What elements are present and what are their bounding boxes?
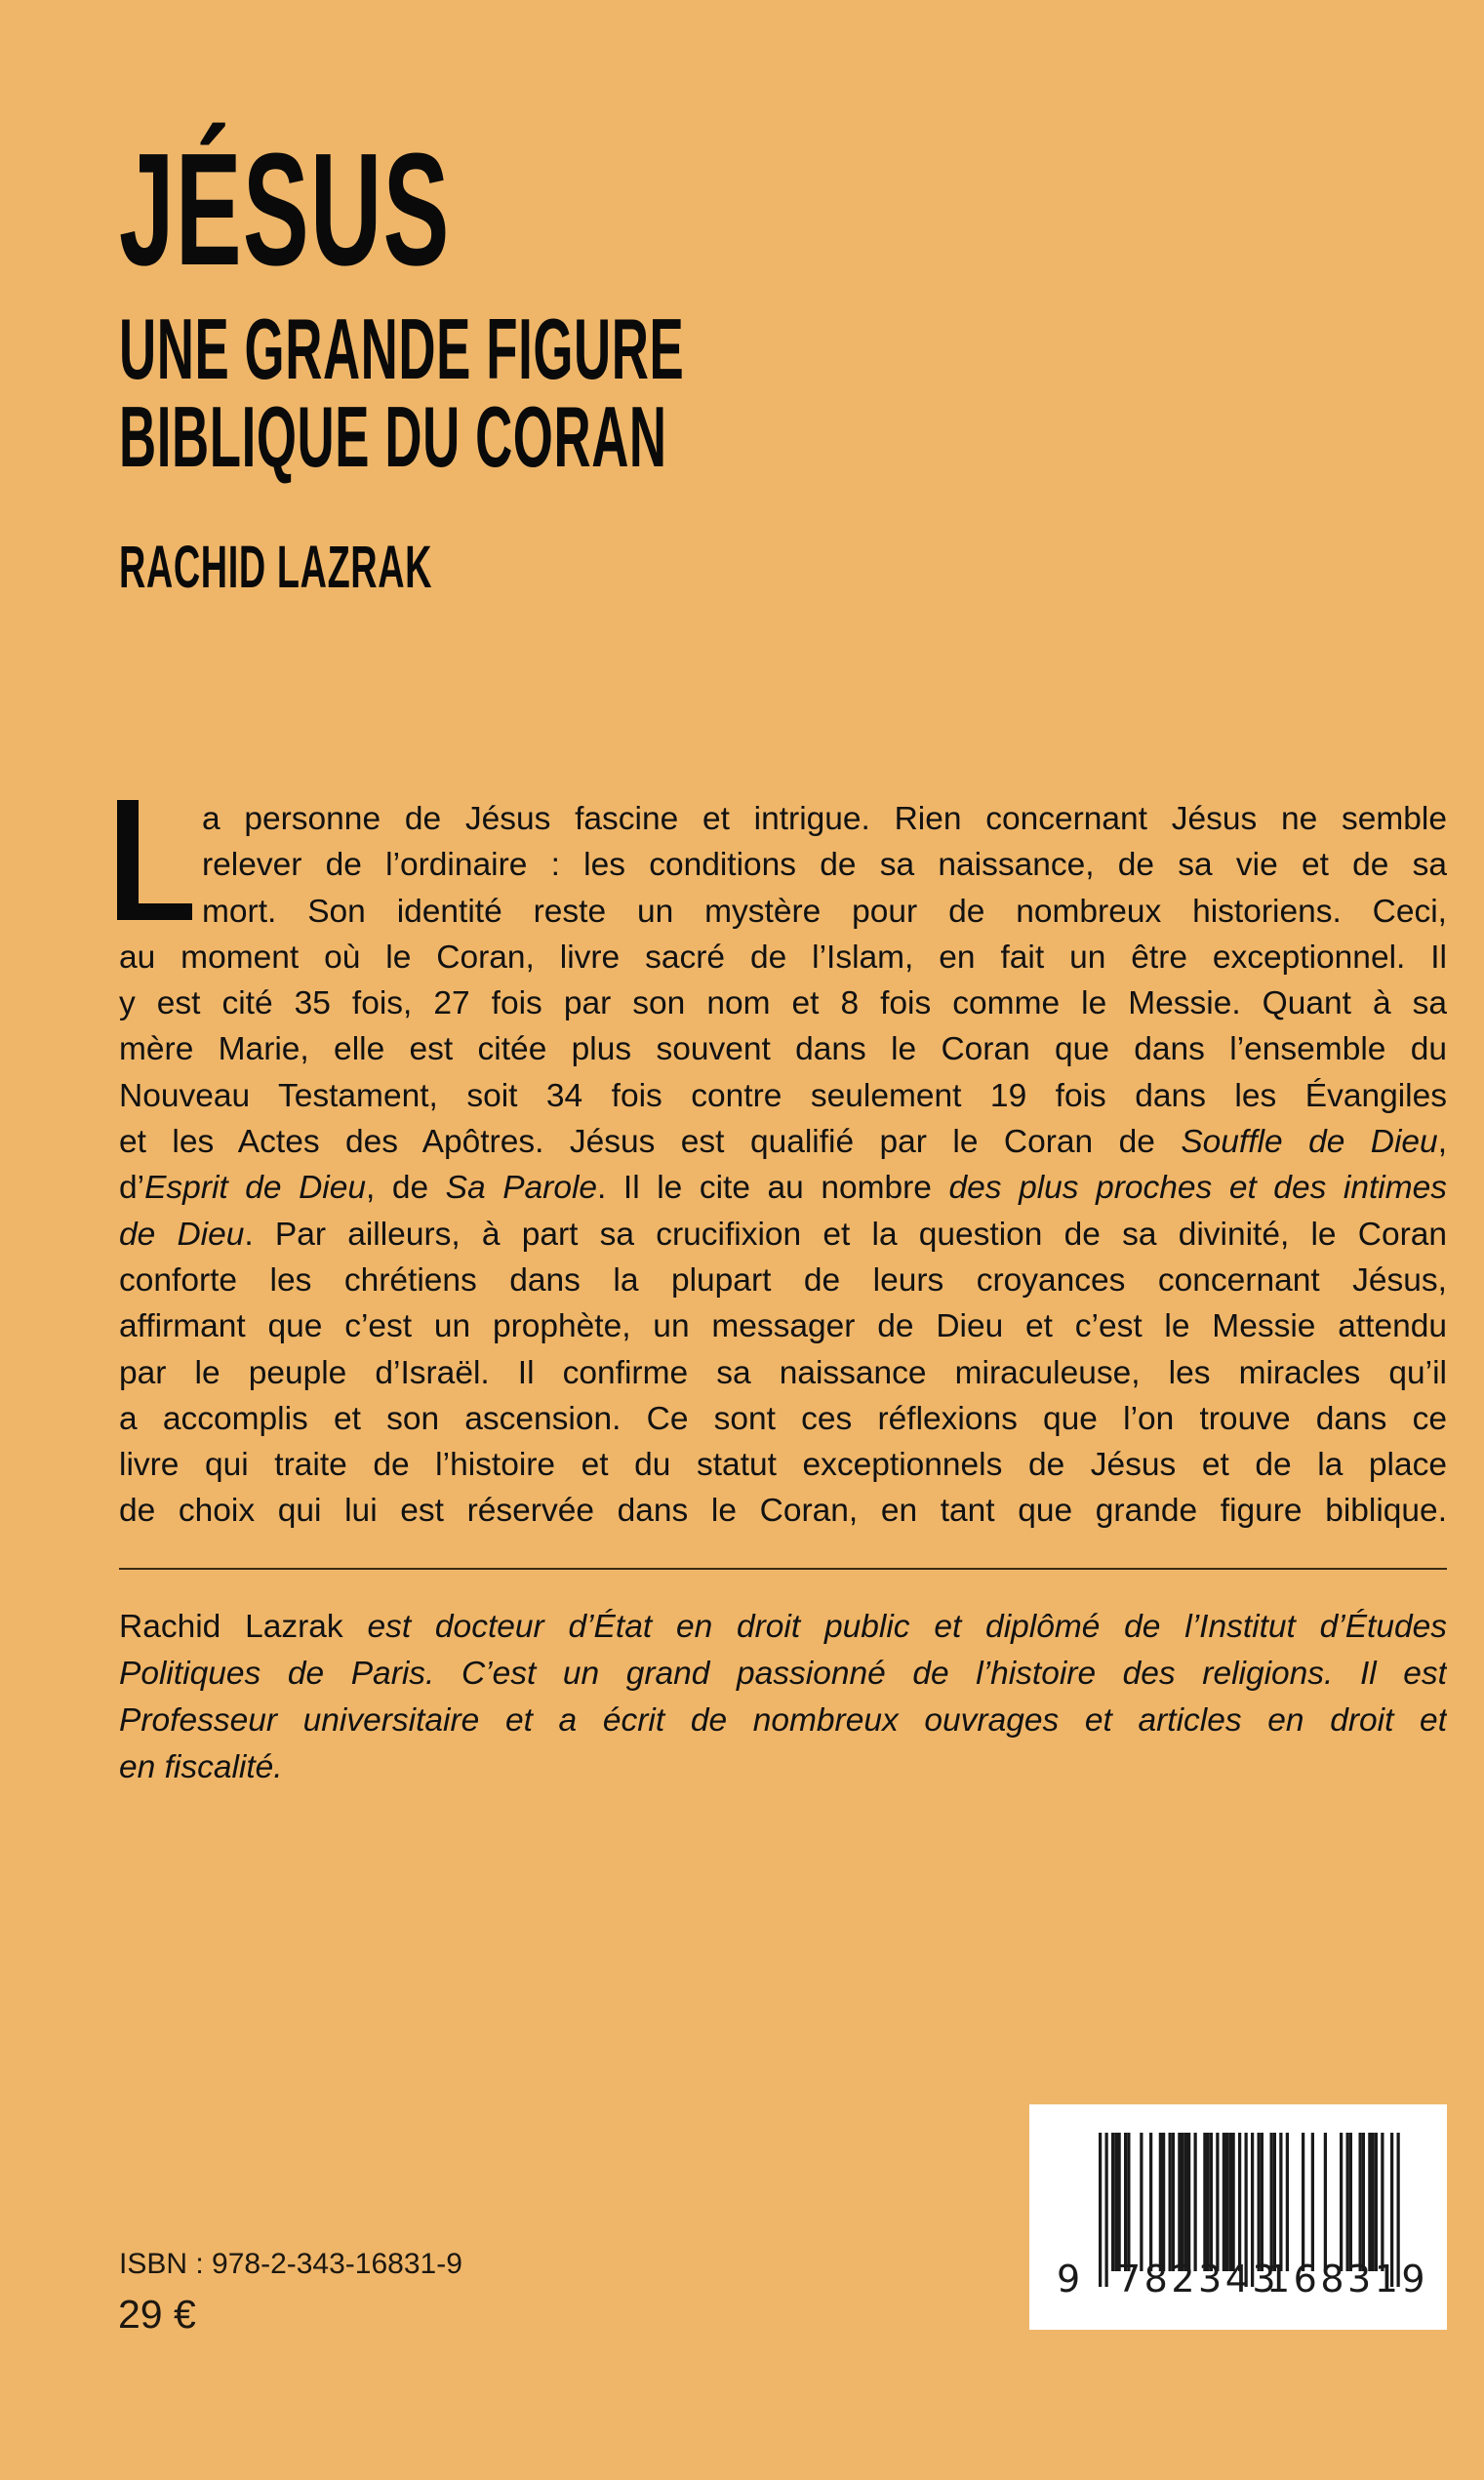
bio-italic-text: en fiscalité. [119,1749,283,1785]
blurb-line [202,889,1447,935]
barcode [1029,2104,1447,2330]
blurb-line [119,1119,1447,1165]
bio-italic-text: Professeur universitaire et a écrit de nombreux ouvrages et articles en droit et [119,1702,1447,1739]
blurb-line [119,1212,1447,1258]
blurb-line [119,935,1447,980]
blurb-text: d’ [119,1170,145,1207]
blurb-italic-text: de Dieu [119,1216,245,1253]
barcode-digit-group-left: 782343 [1117,2258,1280,2300]
blurb-text: , [1437,1124,1447,1161]
blurb-line [119,1442,1447,1488]
author-name: RACHID LAZRAK [119,534,433,600]
bio-line [119,1604,1447,1651]
isbn-label: ISBN : 978-2-343-16831-9 [119,2248,462,2280]
blurb-text: par le peuple d’Israël. Il confirme sa naissance miraculeuse, les miracles qu’il [119,1354,1447,1391]
barcode-digit-group-right: 168319 [1266,2258,1429,2300]
blurb-text: y est cité 35 fois, 27 fois par son nom et 8 fois comme le Messie. Quant à sa [119,985,1447,1022]
blurb-text: et les Actes des Apôtres. Jésus est qualifié par le Coran de [119,1124,1182,1161]
price-label: 29 € [118,2292,196,2337]
bio-italic-text: Politiques de Paris. C’est un grand passionné de l’histoire des religions. Il est [119,1656,1447,1692]
book-title: JÉSUS [119,120,451,299]
bio-text: Rachid Lazrak [119,1609,368,1645]
blurb-line [119,1350,1447,1396]
blurb-italic-text: Esprit de Dieu [144,1170,366,1207]
blurb-text: affirmant que c’est un prophète, un messager de Dieu et c’est le Messie attendu [119,1308,1447,1345]
blurb-line [119,1488,1447,1534]
bio-line [119,1698,1447,1744]
bio-line [119,1651,1447,1698]
blurb-text: . Par ailleurs, à part sa crucifixion et la question de sa divinité, le Coran [244,1216,1447,1253]
blurb-text: livre qui traite de l’histoire et du statut exceptionnels de Jésus et de la place [119,1447,1447,1484]
bio-line [119,1744,1447,1791]
blurb-text: a personne de Jésus fascine et intrigue. Rien concernant Jésus ne semble [202,801,1447,837]
blurb-text: de choix qui lui est réservée dans le Coran, en tant que grande figure biblique. [119,1493,1447,1530]
blurb-line [119,980,1447,1026]
blurb-line [119,1258,1447,1303]
blurb-text: a accomplis et son ascension. Ce sont ces réflexions que l’on trouve dans ce [119,1400,1447,1437]
blurb-italic-text: des plus proches et des intimes [948,1170,1447,1207]
blurb-line [202,796,1447,842]
barcode-digit-lead: 9 [1057,2258,1081,2300]
blurb-text: Nouveau Testament, soit 34 fois contre seulement 19 fois dans les Évangiles [119,1077,1447,1114]
blurb-line [119,1396,1447,1442]
author-bio [119,1604,1447,1791]
blurb-text: , de [365,1170,446,1207]
blurb-line [119,1303,1447,1349]
blurb-line [119,1073,1447,1119]
blurb-line [119,1165,1447,1211]
book-subtitle-line-1: UNE GRANDE FIGURE [119,300,685,397]
blurb-text: mort. Son identité reste un mystère pour de nombreux historiens. Ceci, [202,893,1447,930]
blurb-text: relever de l’ordinaire : les conditions de sa naissance, de sa vie et de sa [202,847,1447,884]
blurb-text: mère Marie, elle est citée plus souvent dans le Coran que dans l’ensemble du [119,1031,1447,1068]
blurb-text: conforte les chrétiens dans la plupart de leurs croyances concernant Jésus, [119,1261,1447,1299]
blurb-italic-text: Souffle de Dieu [1181,1124,1438,1161]
divider-rule [119,1568,1447,1570]
bio-italic-text: est docteur d’État en droit public et diplômé de l’Institut d’Études [367,1609,1447,1645]
blurb-text: au moment où le Coran, livre sacré de l’Islam, en fait un être exceptionnel. Il [119,939,1447,976]
blurb-line [119,1026,1447,1072]
blurb-paragraph [119,796,1447,1535]
book-subtitle-line-2: BIBLIQUE DU CORAN [119,388,667,485]
blurb-line [202,842,1447,888]
blurb-italic-text: Sa Parole [445,1170,598,1207]
blurb-text: . Il le cite au nombre [597,1170,949,1207]
